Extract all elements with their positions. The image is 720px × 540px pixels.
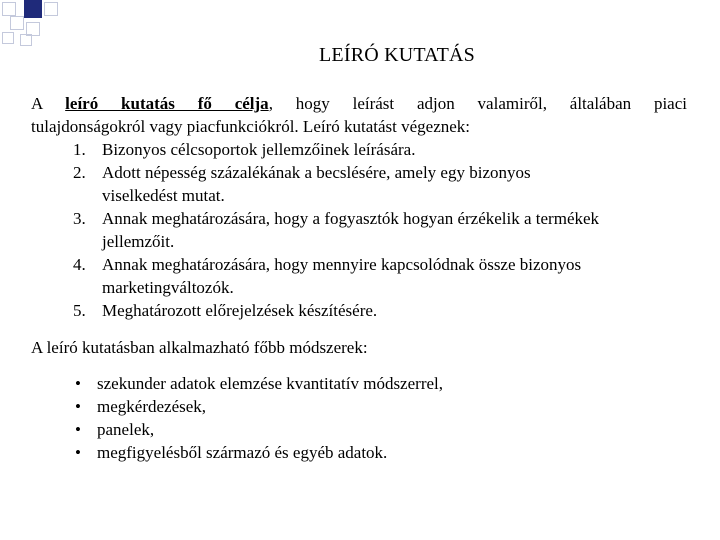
method-item [31, 372, 687, 395]
purpose-text-line: Bizonyos célcsoportok jellemzőinek leírására. [102, 140, 416, 159]
purpose-text-line: Annak meghatározására, hogy a fogyasztók hogyan érzékelik a termékek [102, 209, 600, 228]
bullet-icon: • [75, 420, 81, 439]
deco-square [2, 2, 16, 16]
slide-title: LEÍRÓ KUTATÁS [319, 44, 475, 66]
intro-prefix: A [31, 94, 66, 113]
intro-line-1 [31, 92, 687, 115]
method-item [31, 441, 687, 464]
method-text: megkérdezések, [97, 397, 207, 416]
bullet-icon: • [75, 374, 81, 393]
intro-line-2: tulajdonságokról vagy piacfunkciókról. Leíró kutatást végeznek: [31, 117, 471, 136]
method-text: szekunder adatok elemzése kvantitatív módszerrel, [97, 374, 443, 393]
method-item [31, 418, 687, 441]
purpose-item [31, 161, 687, 207]
purpose-item [31, 207, 687, 253]
purpose-number: 5. [73, 301, 86, 320]
purposes-list [31, 138, 687, 322]
method-item [31, 395, 687, 418]
purpose-text-line: Adott népesség százalékának a becslésére, amely egy bizonyos [102, 163, 531, 182]
deco-square [2, 32, 14, 44]
deco-square [10, 16, 24, 30]
bullet-icon: • [75, 397, 81, 416]
purpose-item [31, 253, 687, 299]
purpose-text-line: Annak meghatározására, hogy mennyire kapcsolódnak össze bizonyos [102, 255, 582, 274]
deco-square-dark [24, 0, 42, 18]
intro-line-1-rest: , hogy leírást adjon valamiről, általában piaci [268, 94, 687, 113]
purpose-item [31, 299, 687, 322]
purpose-number: 2. [73, 163, 86, 182]
purpose-number: 1. [73, 140, 86, 159]
methods-list [31, 372, 687, 464]
methods-heading: A leíró kutatásban alkalmazható főbb módszerek: [31, 338, 368, 357]
slide-content [31, 92, 687, 464]
purpose-text-line: marketingváltozók. [102, 278, 234, 297]
bullet-icon: • [75, 443, 81, 462]
purpose-text-line: jellemzőit. [102, 232, 175, 251]
purpose-item [31, 138, 687, 161]
deco-square [44, 2, 58, 16]
corner-decoration [0, 0, 60, 48]
purpose-text-line: Meghatározott előrejelzések készítésére. [102, 301, 378, 320]
method-text: panelek, [97, 420, 155, 439]
intro-key-phrase: leíró kutatás fő célja [65, 94, 269, 113]
intro-paragraph [31, 92, 687, 138]
purpose-text-line: viselkedést mutat. [102, 186, 225, 205]
method-text: megfigyelésből származó és egyéb adatok. [97, 443, 388, 462]
purpose-number: 3. [73, 209, 86, 228]
purpose-number: 4. [73, 255, 86, 274]
